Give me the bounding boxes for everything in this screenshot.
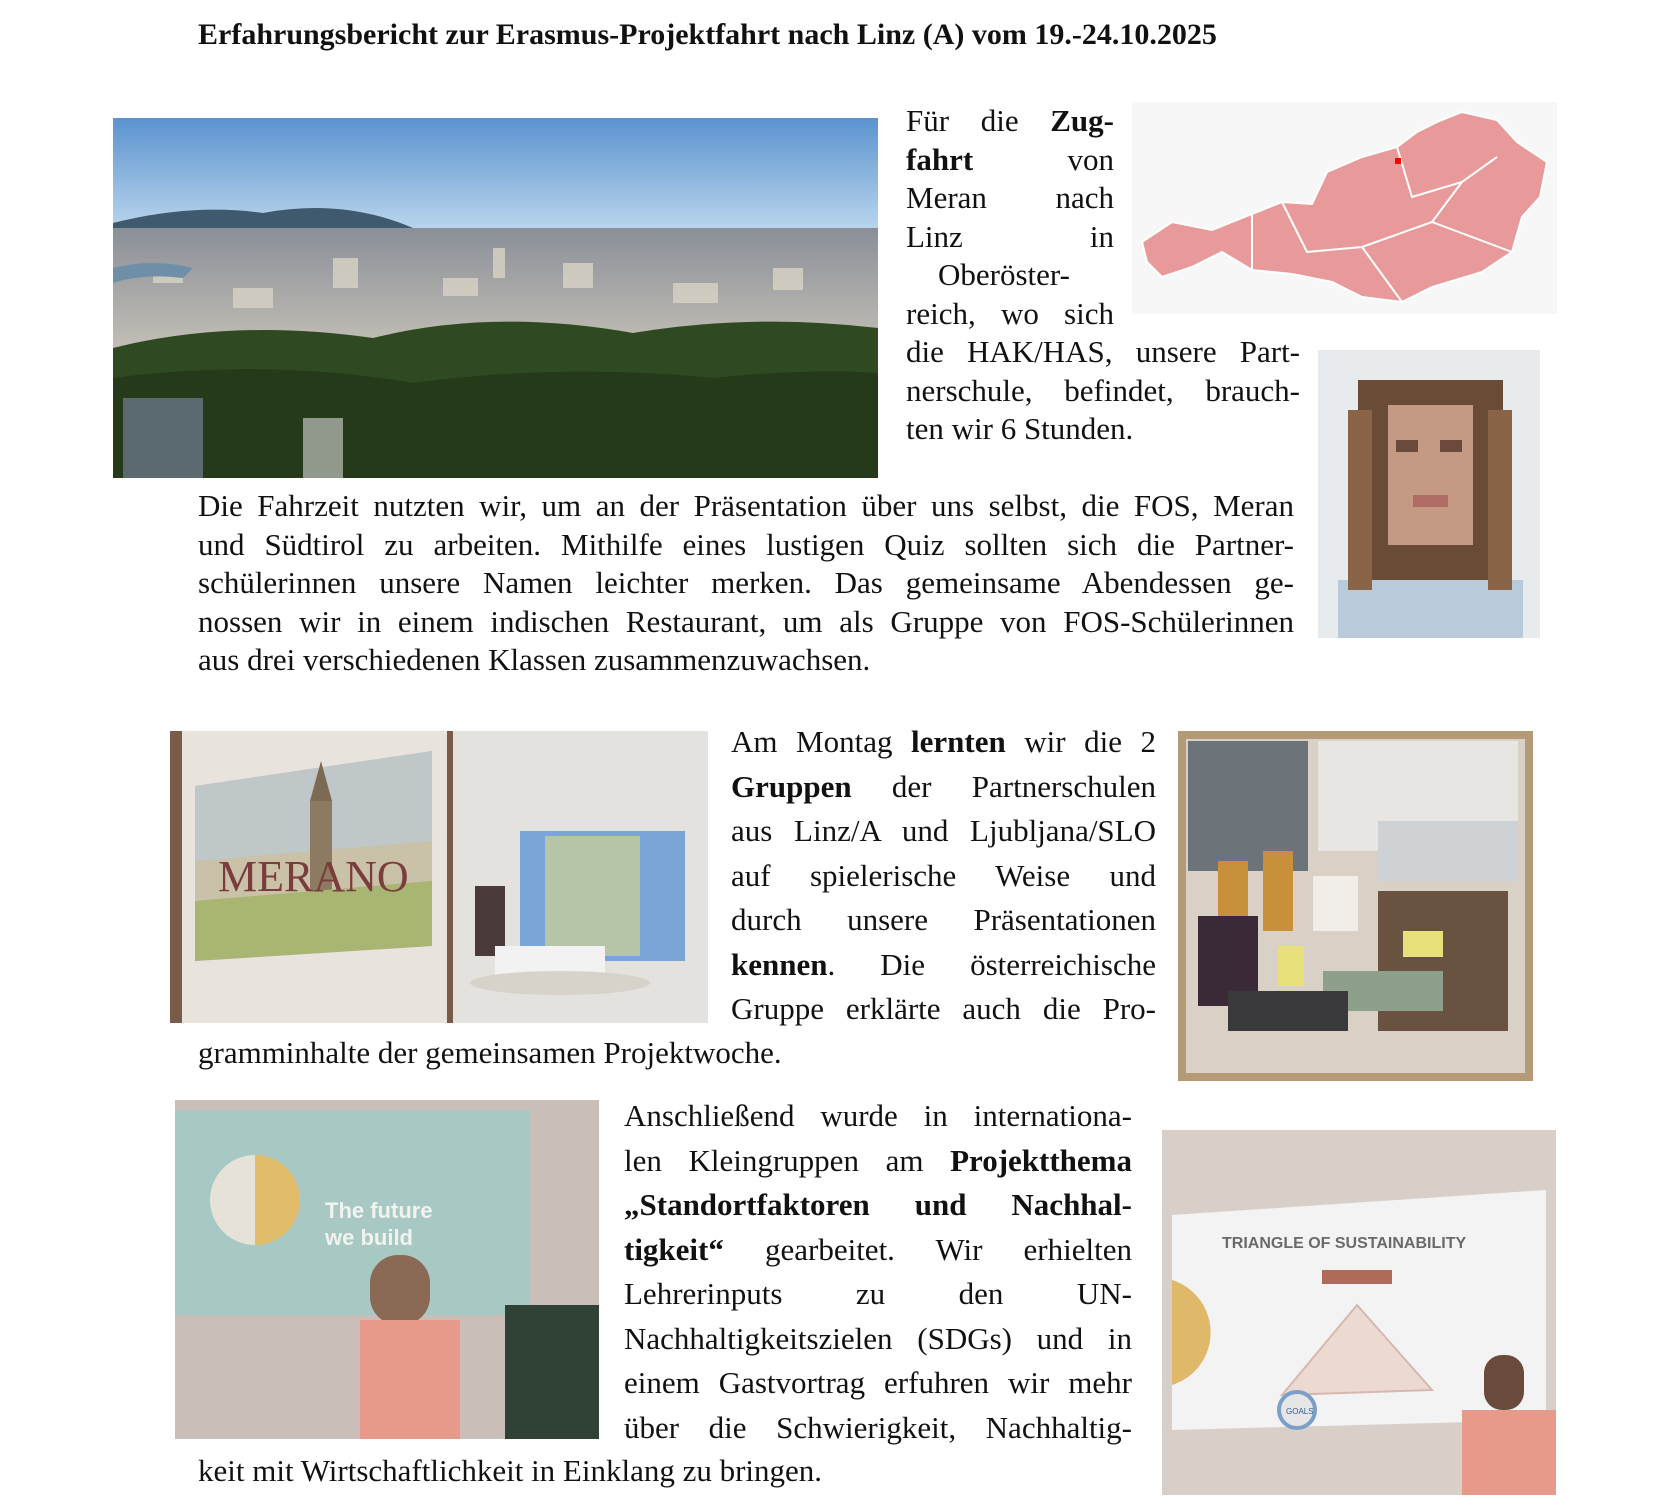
paragraph-project-topic [624,1094,1132,1450]
text-line: tigkeit“ gearbeitet. Wir erhielten [624,1231,1132,1267]
text-line: Für die Zug- [906,103,1114,138]
text-line: Meran nach [906,180,1114,215]
paragraph-train-ride-intro [906,102,1114,333]
text-line: aus Linz/A und Ljubljana/SLO [731,813,1156,848]
text-line: nossen wir in einem indischen Restaurant, um als Gruppe von FOS-Schülerinnen [198,603,1294,639]
text-line: Anschließend wurde in internationa- [624,1098,1132,1133]
paragraph-travel-time [198,487,1294,680]
text-line: Lehrerinputs zu den UN- [624,1276,1132,1311]
portrait-photo-pixelated [1318,350,1540,638]
text-line: und Südtirol zu arbeiten. Mithilfe eines lustigen Quiz sollten sich die Partner- [198,526,1294,562]
slide-future-text-1: The future [325,1198,433,1223]
text-line: fahrt von [906,141,1114,177]
text-line: Gruppen der Partnerschulen [731,768,1156,804]
slide-future-text-2: we build [325,1225,413,1250]
austria-map [1132,102,1557,314]
text-line: gramminhalte der gemeinsamen Projektwoche. [198,1035,782,1070]
text-line: Die Fahrzeit nutzten wir, um an der Präsentation über uns selbst, die FOS, Meran [198,488,1294,523]
sustainability-slide-photo [1162,1130,1556,1495]
text-line: Oberöster- [938,257,1070,292]
group-discussion-photo [1178,731,1533,1081]
text-line: schülerinnen unsere Namen leichter merken. Das gemeinsame Abendessen ge- [198,565,1294,600]
text-line: nerschule, befindet, brauch- [906,372,1300,408]
text-line: keit mit Wirtschaftlichkeit in Einklang zu bringen. [198,1453,823,1488]
text-line: Gruppe erklärte auch die Pro- [731,991,1156,1026]
presentation-merano-photo [170,731,708,1023]
text-line: Am Montag lernten wir die 2 [731,724,1156,759]
page-title: Erfahrungsbericht zur Erasmus-Projektfahrt nach Linz (A) vom 19.-24.10.2025 [198,18,1217,51]
text-line: über die Schwierigkeit, Nachhaltig- [624,1409,1132,1445]
text-line: durch unsere Präsentationen [731,902,1156,937]
text-line: kennen. Die österreichische [731,946,1156,982]
paragraph-project-topic-cont [198,1452,1098,1491]
guest-lecture-photo [175,1100,599,1439]
paragraph-train-ride-cont [906,333,1300,449]
slide-triangle-text: TRIANGLE OF SUSTAINABILITY [1222,1235,1467,1252]
text-line: auf spielerische Weise und [731,857,1156,893]
text-line: aus drei verschiedenen Klassen zusammenzuwachsen. [198,642,871,677]
text-line: „Standortfaktoren und Nachhal- [624,1187,1132,1222]
slide-merano-text: MERANO [218,852,409,901]
linz-panorama-photo [113,118,878,478]
text-line: len Kleingruppen am Projektthema [624,1142,1132,1178]
text-line: Nachhaltigkeitszielen (SDGs) und in [624,1320,1132,1356]
text-line: einem Gastvortrag erfuhren wir mehr [624,1365,1132,1400]
text-line: reich, wo sich [906,295,1114,331]
text-line: die HAK/HAS, unsere Part- [906,334,1300,369]
text-line: ten wir 6 Stunden. [906,411,1134,446]
paragraph-monday [731,720,1156,1032]
paragraph-monday-cont [198,1034,1098,1073]
linz-marker [1395,158,1401,164]
sdg-badge-text: GOALS [1286,1407,1314,1416]
text-line: Linz in [906,218,1114,254]
